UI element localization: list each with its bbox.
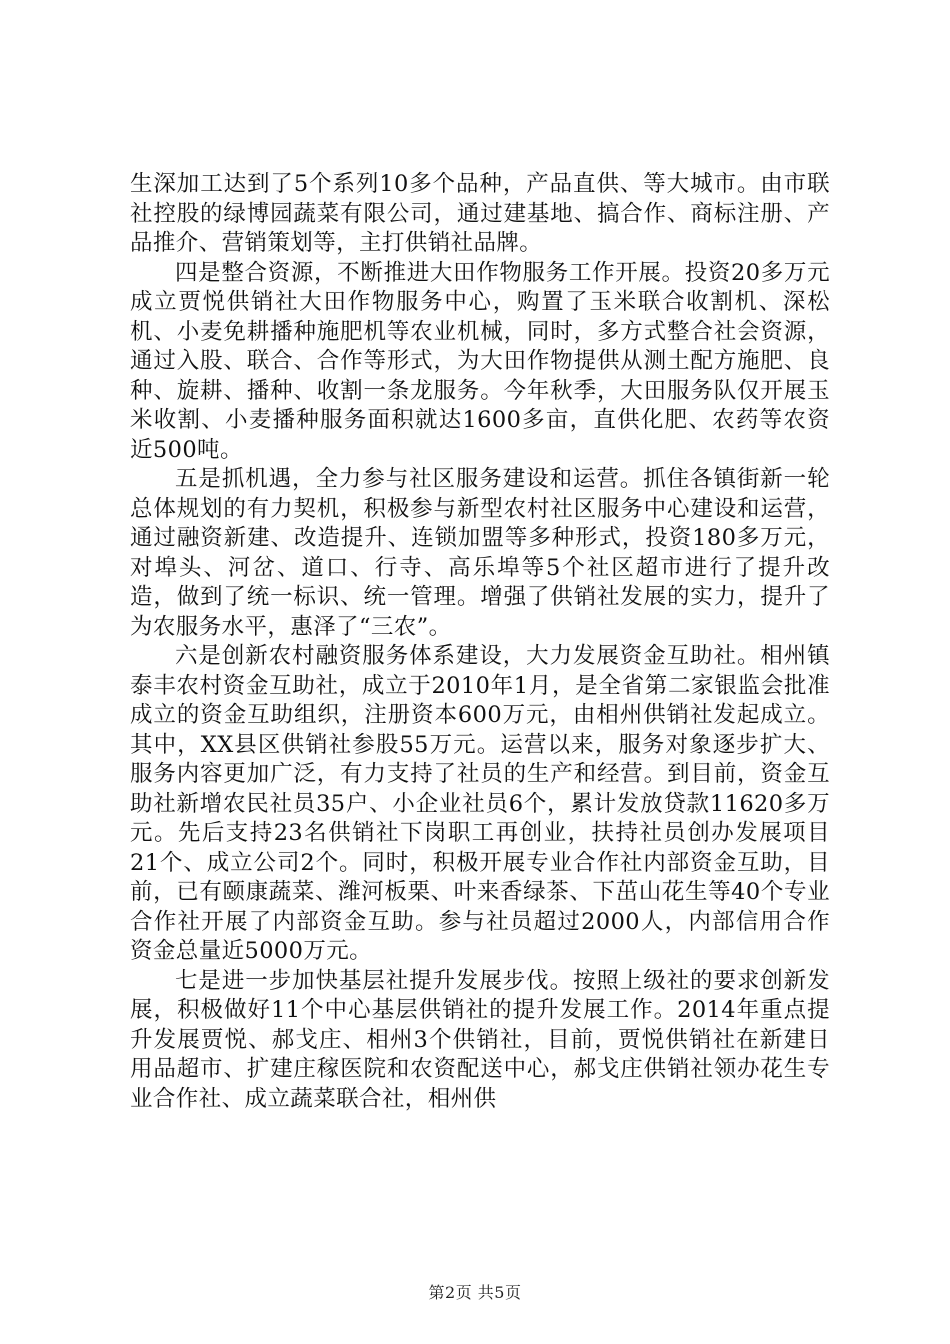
paragraph-item-five: 五是抓机遇，全力参与社区服务建设和运营。抓住各镇街新一轮总体规划的有力契机，积极参与新型农村社区服务中心建设和运营，通过融资新建、改造提升、连锁加盟等多种形式，投资180多万元，对埠头、河岔、道口、行寺、高乐埠等5个社区超市进行了提升改造，做到了统一标识、统一管理。增强了供销社发展的实力，提升了为农服务水平，惠泽了“三农”。 [130, 466, 830, 640]
paragraph-item-seven: 七是进一步加快基层社提升发展步伐。按照上级社的要求创新发展，积极做好11个中心基层供销社的提升发展工作。2014年重点提升发展贾悦、郝戈庄、相州3个供销社，目前，贾悦供销社在新建日用品超市、扩建庄稼医院和农资配送中心，郝戈庄供销社领办花生专业合作社、成立蔬菜联合社，相州供 [130, 967, 830, 1112]
document-body [130, 170, 830, 1114]
paragraph-continuation: 生深加工达到了5个系列10多个品种，产品直供、等大城市。由市联社控股的绿博园蔬菜有限公司，通过建基地、搞合作、商标注册、产品推介、营销策划等，主打供销社品牌。 [130, 171, 830, 256]
paragraph-item-six: 六是创新农村融资服务体系建设，大力发展资金互助社。相州镇泰丰农村资金互助社，成立于2010年1月，是全省第二家银监会批准成立的资金互助组织，注册资本600万元，由相州供销社发起成立。其中，XX县区供销社参股55万元。运营以来，服务对象逐步扩大、服务内容更加广泛，有力支持了社员的生产和经营。到目前，资金互助社新增农民社员35户、小企业社员6个，累计发放贷款11620多万元。先后支持23名供销社下岗职工再创业，扶持社员创办发展项目21个、成立公司2个。同时，积极开展专业合作社内部资金互助，目前，已有颐康蔬菜、潍河板栗、叶来香绿茶、下茁山花生等40个专业合作社开展了内部资金互助。参与社员超过2000人，内部信用合作资金总量近5000万元。 [130, 643, 830, 964]
page-number-footer: 第2页 共5页 [428, 1283, 522, 1302]
paragraph-item-four: 四是整合资源，不断推进大田作物服务工作开展。投资20多万元成立贾悦供销社大田作物服务中心，购置了玉米联合收割机、深松机、小麦免耕播种施肥机等农业机械，同时，多方式整合社会资源，通过入股、联合、合作等形式，为大田作物提供从测土配方施肥、良种、旋耕、播种、收割一条龙服务。今年秋季，大田服务队仅开展玉米收割、小麦播种服务面积就达1600多亩，直供化肥、农药等农资近500吨。 [130, 259, 830, 463]
